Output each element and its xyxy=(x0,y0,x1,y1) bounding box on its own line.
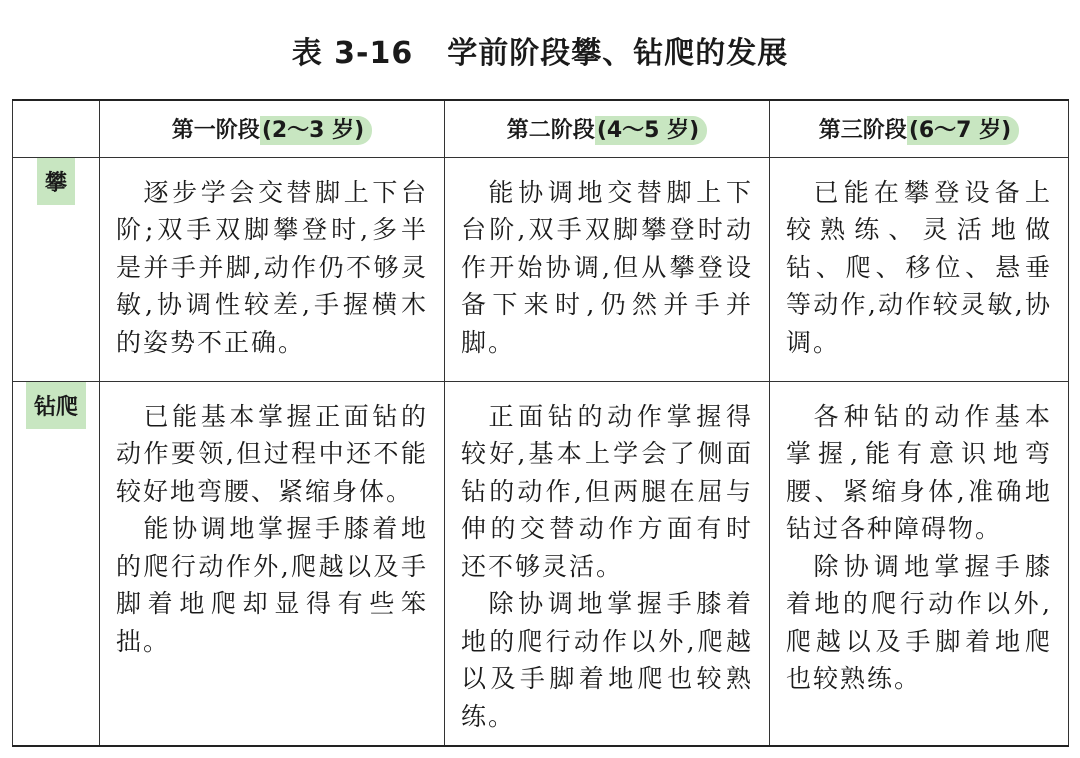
header-row xyxy=(13,100,1069,157)
cell-paragraph: 各种钻的动作基本掌握,能有意识地弯腰、紧缩身体,准确地钻过各种障碍物。 xyxy=(786,401,1052,543)
cell-paragraph: 已能在攀登设备上较熟练、灵活地做钻、爬、移位、悬垂等动作,动作较灵敏,协调。 xyxy=(786,177,1052,357)
row-label-cell xyxy=(13,381,100,746)
table-cell xyxy=(770,157,1069,381)
cell-paragraph: 逐步学会交替脚上下台阶;双手双脚攀登时,多半是并手并脚,动作仍不够灵敏,协调性较差,手握横木的姿势不正确。 xyxy=(116,177,428,357)
table-row-crawl xyxy=(13,381,1069,746)
row-label-crawl: 钻爬 xyxy=(26,382,86,429)
row-label-cell xyxy=(13,157,100,381)
table-cell xyxy=(100,381,445,746)
stage-name: 第二阶段 xyxy=(506,118,595,144)
cell-paragraph: 已能基本掌握正面钻的动作要领,但过程中还不能较好地弯腰、紧缩身体。 xyxy=(116,401,428,506)
corner-cell xyxy=(13,100,100,157)
stage-age: (4～5 岁) xyxy=(595,116,707,145)
development-table xyxy=(12,99,1069,747)
stage-age: (2～3 岁) xyxy=(260,116,372,145)
cell-paragraph: 除协调地掌握手膝着地的爬行动作以外,爬越以及手脚着地爬也较熟练。 xyxy=(461,589,753,731)
header-stage-1 xyxy=(100,100,445,157)
table-cell xyxy=(100,157,445,381)
header-stage-3 xyxy=(770,100,1069,157)
table-cell xyxy=(445,381,770,746)
table-cell xyxy=(445,157,770,381)
table-caption: 学前阶段攀、钻爬的发展 xyxy=(447,36,789,71)
stage-name: 第三阶段 xyxy=(818,118,907,144)
cell-paragraph: 正面钻的动作掌握得较好,基本上学会了侧面钻的动作,但两腿在屈与伸的交替动作方面有时还不够灵活。 xyxy=(461,401,753,581)
table-row-climb xyxy=(13,157,1069,381)
row-label-climb: 攀 xyxy=(37,158,75,205)
stage-name: 第一阶段 xyxy=(171,118,260,144)
cell-paragraph: 能协调地掌握手膝着地的爬行动作外,爬越以及手脚着地爬却显得有些笨拙。 xyxy=(116,514,428,656)
stage-age: (6～7 岁) xyxy=(907,116,1019,145)
table-cell xyxy=(770,381,1069,746)
table-title xyxy=(0,28,1080,72)
cell-paragraph: 除协调地掌握手膝着地的爬行动作以外,爬越以及手脚着地爬也较熟练。 xyxy=(786,551,1052,693)
cell-paragraph: 能协调地交替脚上下台阶,双手双脚攀登时动作开始协调,但从攀登设备下来时,仍然并手并脚。 xyxy=(461,177,753,357)
table-number: 表 3-16 xyxy=(291,36,414,71)
header-stage-2 xyxy=(445,100,770,157)
